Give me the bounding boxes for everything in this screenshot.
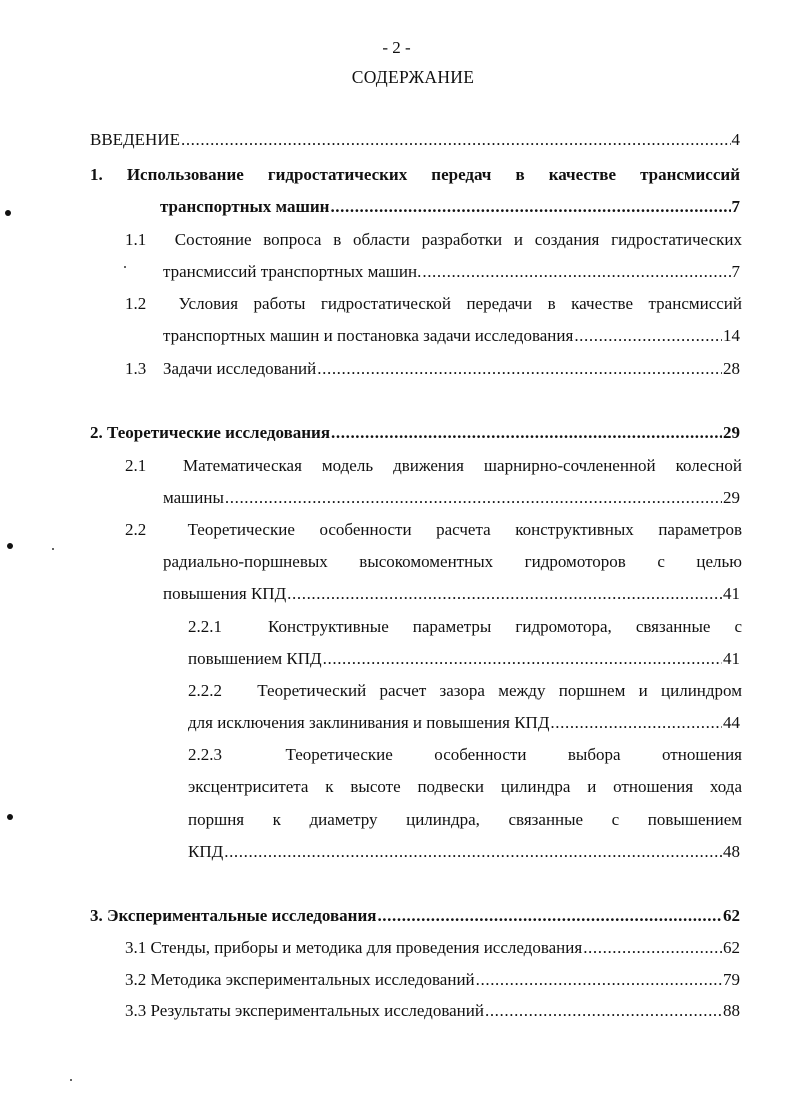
item-title: Состояние вопроса в области разработки и создания гидростатических — [174, 230, 742, 249]
toc-page-number: 28 — [723, 359, 740, 378]
binder-hole-mark — [7, 814, 13, 820]
leader-dots — [224, 841, 722, 863]
item-number: 2.2.2 — [188, 681, 222, 700]
leader-dots — [317, 358, 722, 380]
toc-item-3-3[interactable] — [125, 1000, 740, 1022]
toc-section-2[interactable] — [90, 422, 740, 444]
toc-item-2-2-line1[interactable] — [125, 519, 742, 541]
toc-item-2-2-line2[interactable] — [163, 551, 742, 573]
item-number: 1.3 — [125, 359, 147, 378]
scan-speck — [70, 1079, 72, 1081]
item-title-cont: радиально-поршневых высокомоментных гидромоторов с целью — [163, 552, 742, 571]
toc-item-1-2-line2[interactable] — [163, 325, 740, 347]
leader-dots — [331, 422, 722, 444]
page-number: - 2 - — [382, 38, 411, 57]
toc-item-2-2-3-line2[interactable] — [188, 776, 742, 798]
toc-item-2-2-3-line3[interactable] — [188, 809, 742, 831]
toc-page-number: 62 — [723, 938, 740, 957]
toc-item-3-2[interactable] — [125, 969, 740, 991]
item-number: 2.2.3 — [188, 745, 222, 764]
item-title-cont: машины — [163, 488, 224, 507]
scan-speck — [124, 266, 126, 268]
leader-dots — [225, 487, 722, 509]
page-title: СОДЕРЖАНИЕ — [351, 67, 475, 87]
leader-dots — [287, 583, 722, 605]
toc-page-number: 29 — [723, 423, 740, 442]
item-title-cont: трансмиссий транспортных машин. — [163, 262, 422, 281]
leader-dots — [574, 325, 722, 347]
binder-hole-mark — [7, 543, 13, 549]
leader-dots — [485, 1000, 722, 1022]
item-number: 2.2 — [125, 520, 147, 539]
toc-page-number: 29 — [723, 488, 740, 507]
scan-speck — [52, 548, 54, 550]
section-title: Использование гидростатических передач в качестве трансмиссий — [126, 165, 740, 184]
toc-item-2-1-line2[interactable] — [163, 487, 740, 509]
leader-dots — [330, 196, 730, 218]
toc-section-3[interactable] — [90, 905, 740, 927]
toc-page-number: 41 — [723, 584, 740, 603]
toc-section-1-line2[interactable] — [160, 196, 740, 218]
toc-page-number: 48 — [723, 842, 740, 861]
leader-dots — [323, 648, 722, 670]
toc-item-2-2-line3[interactable] — [163, 583, 740, 605]
toc-page-number: 14 — [723, 326, 740, 345]
item-number: 2.2.1 — [188, 617, 222, 636]
toc-item-1-1-line1[interactable] — [125, 229, 742, 251]
item-title: Теоретический расчет зазора между поршнем и цилиндром — [257, 681, 742, 700]
toc-item-2-2-1-line2[interactable] — [188, 648, 740, 670]
item-number: 1.2 — [125, 294, 147, 313]
toc-page-number: 4 — [731, 130, 740, 149]
item-title: Теоретические особенности расчета конструктивных параметров — [187, 520, 742, 539]
item-title-cont: для исключения заклинивания и повышения КПД — [188, 713, 550, 732]
item-title: 3.2 Методика экспериментальных исследований — [125, 970, 475, 989]
section-title-cont: транспортных машин — [160, 197, 330, 216]
item-title: Задачи исследований — [163, 359, 317, 378]
leader-dots — [377, 905, 722, 927]
item-title-cont: повышением КПД — [188, 649, 322, 668]
item-title: Математическая модель движения шарнирно-сочлененной колесной — [183, 456, 743, 475]
toc-item-1-2-line1[interactable] — [125, 293, 742, 315]
section-title: 2. Теоретические исследования — [90, 423, 331, 442]
item-title: 3.3 Результаты экспериментальных исследований — [125, 1001, 484, 1020]
toc-page-number: 41 — [723, 649, 740, 668]
toc-entry-label: ВВЕДЕНИЕ — [90, 130, 180, 149]
binder-hole-mark — [5, 210, 11, 216]
toc-page-number: 88 — [723, 1001, 740, 1020]
toc-page-number: 7 — [731, 197, 740, 216]
toc-item-2-2-1-line1[interactable] — [188, 616, 742, 638]
leader-dots — [583, 937, 722, 959]
item-title-cont: транспортных машин и постановка задачи исследования — [163, 326, 574, 345]
toc-page-number: 62 — [723, 906, 740, 925]
item-number: 2.1 — [125, 456, 147, 475]
toc-item-2-2-3-line4[interactable] — [188, 841, 740, 863]
leader-dots — [550, 712, 722, 734]
toc-item-2-1-line1[interactable] — [125, 455, 742, 477]
toc-item-1-1-line2[interactable] — [163, 261, 740, 283]
section-title: 3. Экспериментальные исследования — [90, 906, 377, 925]
leader-dots — [476, 969, 722, 991]
toc-item-3-1[interactable] — [125, 937, 740, 959]
item-title-cont: повышения КПД — [163, 584, 287, 603]
toc-item-1-3[interactable] — [125, 358, 740, 380]
item-title: Конструктивные параметры гидромотора, связанные с — [268, 617, 743, 636]
item-title-cont: поршня к диаметру цилиндра, связанные с повышением — [188, 810, 742, 829]
toc-page-number: 79 — [723, 970, 740, 989]
toc-item-2-2-3-line1[interactable] — [188, 744, 742, 766]
toc-page-number: 7 — [731, 262, 740, 281]
item-title: Условия работы гидростатической передачи в качестве трансмиссий — [178, 294, 743, 313]
toc-page-number: 44 — [723, 713, 740, 732]
item-title-cont: эксцентриситета к высоте подвески цилиндра и отношения хода — [188, 777, 742, 796]
section-number: 1. — [90, 165, 103, 184]
toc-item-2-2-2-line2[interactable] — [188, 712, 740, 734]
item-number: 1.1 — [125, 230, 147, 249]
leader-dots — [181, 129, 731, 151]
toc-item-2-2-2-line1[interactable] — [188, 680, 742, 702]
item-title-cont: КПД — [188, 842, 224, 861]
leader-dots — [422, 261, 730, 283]
item-title: 3.1 Стенды, приборы и методика для проведения исследования — [125, 938, 583, 957]
toc-section-1-line1[interactable] — [90, 164, 740, 186]
toc-entry-intro[interactable] — [90, 129, 740, 151]
item-title: Теоретические особенности выбора отношения — [285, 745, 742, 764]
